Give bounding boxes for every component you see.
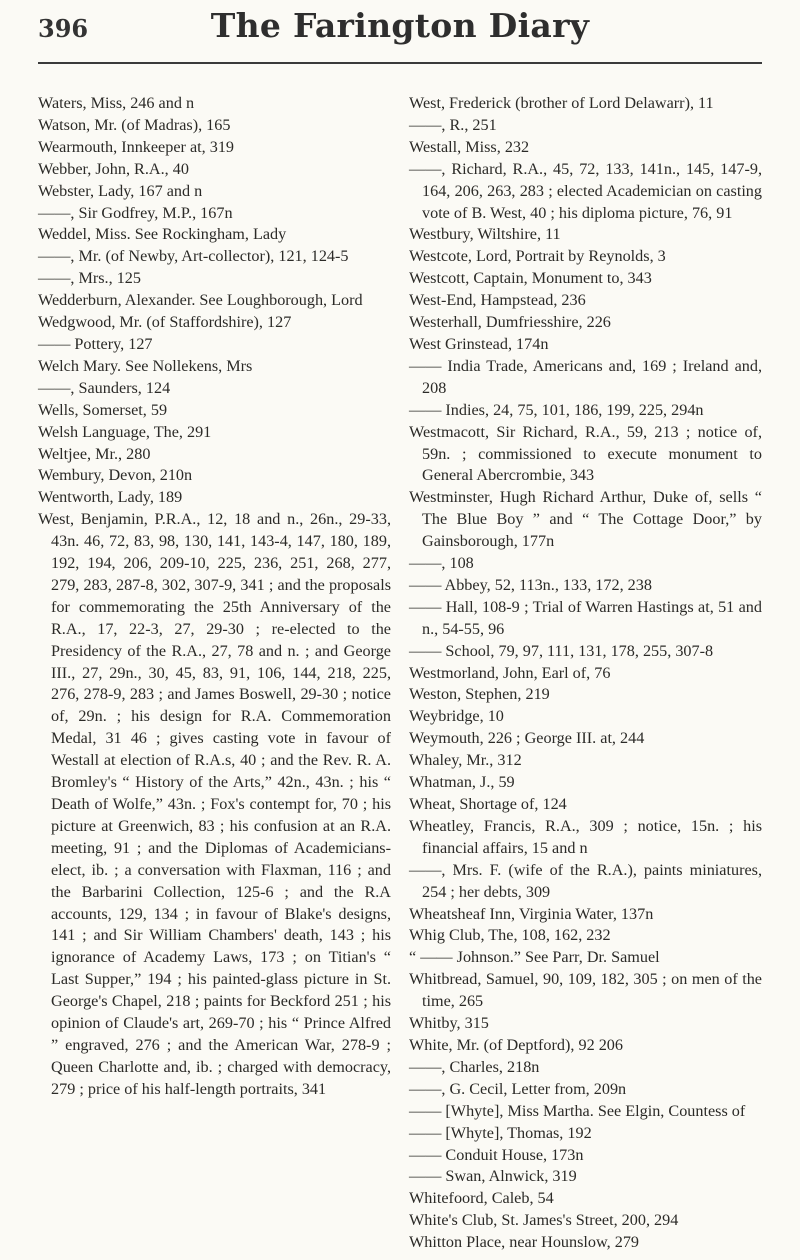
- page-number: 396: [38, 14, 89, 43]
- index-entry: Wentworth, Lady, 189: [38, 488, 183, 507]
- index-entry: Westmorland, John, Earl of, 76: [409, 663, 611, 682]
- index-entry: —— Indies, 24, 75, 101, 186, 199, 225, 294n: [409, 400, 704, 419]
- index-entry: —— School, 79, 97, 111, 131, 178, 255, 307-8: [409, 641, 714, 660]
- index-entry: —— Hall, 108-9 ; Trial of Warren Hastings at, 51 and n., 54-55, 96: [409, 597, 762, 638]
- index-entry: White, Mr. (of Deptford), 92 206: [409, 1035, 623, 1054]
- index-entry: —— [Whyte], Thomas, 192: [409, 1123, 592, 1142]
- index-entry: West Grinstead, 174n: [409, 334, 549, 353]
- index-entry: Westerhall, Dumfriesshire, 226: [409, 313, 611, 332]
- index-entry: Westbury, Wiltshire, 11: [409, 225, 561, 244]
- index-entry: West, Frederick (brother of Lord Delawarr), 11: [409, 94, 714, 112]
- index-entry: Weston, Stephen, 219: [409, 685, 550, 704]
- index-entry: —— Abbey, 52, 113n., 133, 172, 238: [409, 575, 652, 594]
- index-entry: ——, G. Cecil, Letter from, 209n: [409, 1079, 627, 1098]
- index-entry: ——, Mrs., 125: [38, 269, 141, 288]
- index-entry: Weltjee, Mr., 280: [38, 444, 151, 463]
- index-entry: Wheatsheaf Inn, Virginia Water, 137n: [409, 904, 654, 923]
- header-rule: [38, 62, 762, 64]
- index-entry: Wells, Somerset, 59: [38, 400, 168, 419]
- left-column: [38, 93, 391, 1254]
- index-entry: Waters, Miss, 246 and n: [38, 94, 195, 112]
- index-entry: Whaley, Mr., 312: [409, 751, 522, 770]
- index-entry: Watson, Mr. (of Madras), 165: [38, 115, 231, 134]
- index-entry: ——, Mrs. F. (wife of the R.A.), paints miniatures, 254 ; her debts, 309: [409, 860, 762, 901]
- running-title: The Farington Diary: [210, 6, 590, 45]
- index-entry: Whitefoord, Caleb, 54: [409, 1189, 554, 1208]
- index-entry: Whatman, J., 59: [409, 773, 515, 792]
- index-entry: Wedderburn, Alexander. See Loughborough, Lord: [38, 291, 363, 310]
- index-entry: Whitton Place, near Hounslow, 279: [409, 1233, 640, 1252]
- index-entry: Webster, Lady, 167 and n: [38, 181, 203, 200]
- index-entry: Westcott, Captain, Monument to, 343: [409, 269, 652, 288]
- index-entry: —— [Whyte], Miss Martha. See Elgin, Countess of: [409, 1101, 746, 1120]
- index-entry: —— India Trade, Americans and, 169 ; Ireland and, 208: [409, 356, 762, 397]
- page-header: [0, 0, 800, 80]
- index-entry: “ —— Johnson.” See Parr, Dr. Samuel: [409, 948, 660, 967]
- index-entry: Weymouth, 226 ; George III. at, 244: [409, 729, 645, 748]
- index-entry: Wearmouth, Innkeeper at, 319: [38, 137, 235, 156]
- index-entry: White's Club, St. James's Street, 200, 294: [409, 1211, 679, 1230]
- index-entry: Wedgwood, Mr. (of Staffordshire), 127: [38, 313, 292, 332]
- index-entry: West-End, Hampstead, 236: [409, 291, 586, 310]
- index-columns: [38, 93, 762, 1254]
- index-entry: Wheat, Shortage of, 124: [409, 795, 567, 813]
- index-entry: ——, Sir Godfrey, M.P., 167n: [38, 203, 233, 222]
- index-entry: —— Conduit House, 173n: [409, 1145, 584, 1164]
- index-entry: Wheatley, Francis, R.A., 309 ; notice, 15n. ; his financial affairs, 15 and n: [409, 816, 762, 857]
- index-entry: Whitbread, Samuel, 90, 109, 182, 305 ; on men of the time, 265: [409, 970, 762, 1011]
- index-entry: —— Swan, Alnwick, 319: [409, 1167, 577, 1186]
- index-entry: Westmacott, Sir Richard, R.A., 59, 213 ; notice of, 59n. ; commissioned to execute monument to General Abercrombie, 343: [409, 422, 762, 485]
- index-entry: West, Benjamin, P.R.A., 12, 18 and n., 26n., 29-33, 43n. 46, 72, 83, 98, 130, 141, 143-4, 147, 180, 189, 192, 194, 206, 209-10, 225, 236, 251, 268, 277, 279, 283, 287-8, 302, 307-9, 341 ; and the proposals for commemorating the 25th Anniversary of the R.A., 17, 22-3, 27, 29-30 ; re-elected to the Presidency of the R.A., 27, 78 and n. ; and George III., 27, 29n., 30, 45, 83, 91, 106, 144, 218, 225, 276, 278-9, 283 ; and James Boswell, 29-30 ; notice of, 29n. ; his design for R.A. Commemoration Medal, 31 46 ; gives casting vote in favour of Westall at election of R.A.s, 40 ; and the Rev. R. A. Bromley's “ History of the Arts,” 42n., 43n. ; his “ Death of Wolfe,” 43n. ; Fox's contempt for, 70 ; his picture at Greenwich, 83 ; his confusion at an R.A. meeting, 91 ; and the Diplomas of Academicians-elect, ib. ; a conversation with Flaxman, 116 ; and the Barbarini Collection, 125-6 ; and the R.A accounts, 129, 134 ; in favour of Blake's designs, 141 ; and Sir William Chambers' death, 143 ; his ignorance of Academy Laws, 173 ; on Titian's “ Last Supper,” 194 ; his painted-glass picture in St. George's Chapel, 218 ; paints for Beckford 251 ; his opinion of Claude's art, 269-70 ; his “ Prince Alfred ” engraved, 276 ; and the American War, 278-9 ; Queen Charlotte and, ib. ; charged with democracy, 279 ; price of his half-length portraits, 341: [38, 510, 391, 1098]
- index-entry: —— Pottery, 127: [38, 334, 153, 353]
- index-entry: ——, 108: [409, 554, 474, 573]
- right-column: [409, 93, 762, 1254]
- index-entry: ——, Mr. (of Newby, Art-collector), 121, 124-5: [38, 247, 349, 266]
- index-entry: Wembury, Devon, 210n: [38, 466, 193, 485]
- index-entry: Westall, Miss, 232: [409, 137, 530, 156]
- index-entry: ——, R., 251: [409, 115, 497, 134]
- index-entry: Westminster, Hugh Richard Arthur, Duke of, sells “ The Blue Boy ” and “ The Cottage Door,” by Gainsborough, 177n: [409, 488, 762, 551]
- index-entry: Weybridge, 10: [409, 707, 504, 726]
- index-entry: Welsh Language, The, 291: [38, 422, 212, 441]
- index-entry: Whig Club, The, 108, 162, 232: [409, 926, 611, 945]
- index-entry: Welch Mary. See Nollekens, Mrs: [38, 356, 253, 375]
- index-entry: Webber, John, R.A., 40: [38, 159, 189, 178]
- index-entry: Weddel, Miss. See Rockingham, Lady: [38, 225, 287, 244]
- index-entry: Westcote, Lord, Portrait by Reynolds, 3: [409, 247, 666, 266]
- index-entry: ——, Saunders, 124: [38, 378, 171, 397]
- index-entry: Whitby, 315: [409, 1014, 489, 1033]
- index-entry: ——, Richard, R.A., 45, 72, 133, 141n., 145, 147-9, 164, 206, 263, 283 ; elected Academician on casting vote of B. West, 40 ; his diploma picture, 76, 91: [409, 159, 762, 222]
- index-entry: ——, Charles, 218n: [409, 1057, 540, 1076]
